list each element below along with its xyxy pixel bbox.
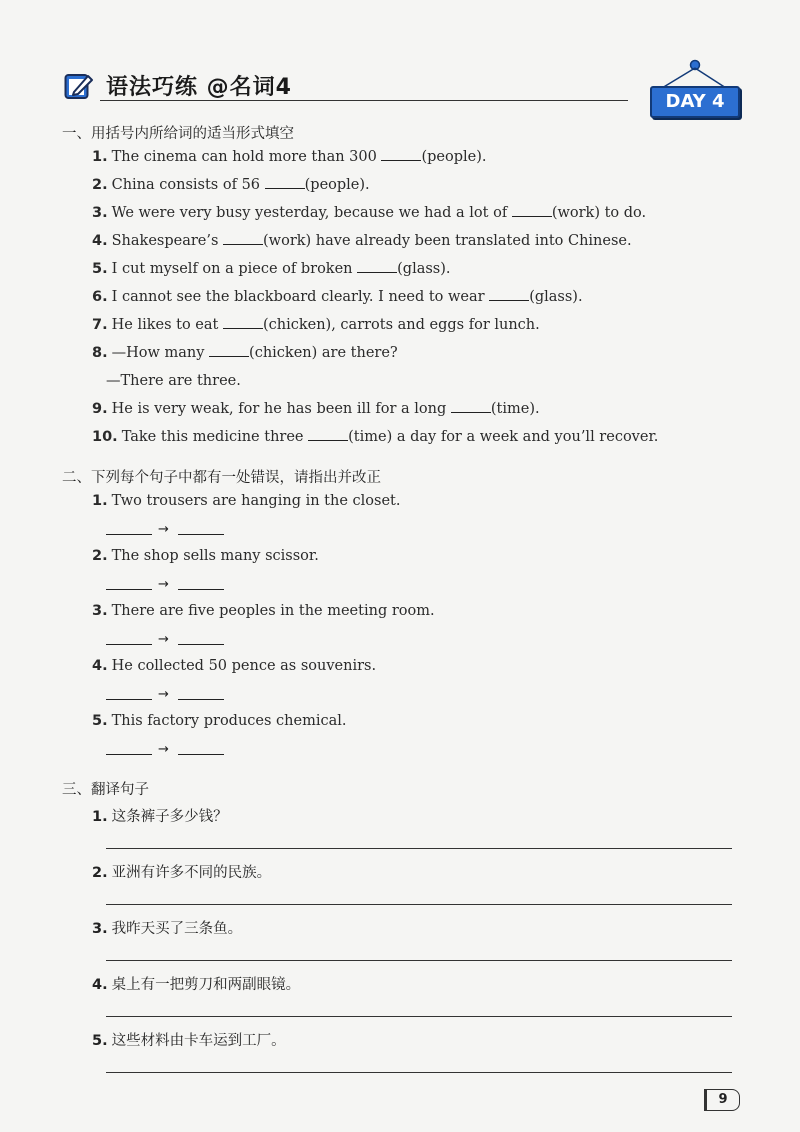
answer-blank[interactable] <box>209 346 249 357</box>
item-number: 8. <box>92 345 108 361</box>
item-text-after: (work) have already been translated into Chinese. <box>263 233 632 249</box>
item-number: 10. <box>92 429 118 445</box>
item-text: The shop sells many scissor. <box>111 548 319 564</box>
section3-title: 三、翻译句子 <box>62 782 149 798</box>
correct-word-blank[interactable] <box>178 644 224 645</box>
section2-title: 二、下列每个句子中都有一处错误，请指出并改正 <box>62 470 381 486</box>
item-text: 我昨天买了三条鱼。 <box>111 921 243 937</box>
arrow-icon: → <box>158 522 169 537</box>
answer-blank[interactable] <box>357 262 397 273</box>
translation-answer-line[interactable] <box>106 848 732 849</box>
item-text-before: —How many <box>111 345 210 361</box>
correction-item <box>92 548 319 564</box>
item-text-before: We were very busy yesterday, because we had a lot of <box>111 205 512 221</box>
fill-item <box>92 401 540 417</box>
item-text-after: (glass). <box>397 261 451 277</box>
translation-answer-line[interactable] <box>106 1072 732 1073</box>
correct-word-blank[interactable] <box>178 534 224 535</box>
item-text-after: (work) to do. <box>551 205 647 221</box>
item-number: 9. <box>92 401 108 417</box>
arrow-icon: → <box>158 577 169 592</box>
correction-item <box>92 493 400 509</box>
arrow-icon: → <box>158 687 169 702</box>
item-number: 3. <box>92 205 108 221</box>
translation-answer-line[interactable] <box>106 904 732 905</box>
arrow-icon: → <box>158 742 169 757</box>
item-text-after: (chicken), carrots and eggs for lunch. <box>262 317 540 333</box>
fill-item <box>92 317 540 333</box>
item-number: 2. <box>92 865 108 881</box>
item-text-after: (people). <box>304 177 370 193</box>
correction-item <box>92 658 376 674</box>
section1-title: 一、用括号内所给词的适当形式填空 <box>62 126 294 142</box>
item-text: 桌上有一把剪刀和两副眼镜。 <box>111 977 301 993</box>
answer-blank[interactable] <box>223 234 263 245</box>
item-text: He collected 50 pence as souvenirs. <box>111 658 377 674</box>
correction-item <box>92 713 346 729</box>
item-text-before: He is very weak, for he has been ill for a long <box>111 401 451 417</box>
item-number: 3. <box>92 603 108 619</box>
item-number: 1. <box>92 149 108 165</box>
item-number: 5. <box>92 1033 108 1049</box>
edit-note-icon <box>64 72 94 100</box>
correction-answer-row <box>106 522 236 538</box>
item-number: 3. <box>92 921 108 937</box>
item-number: 2. <box>92 548 108 564</box>
fill-item <box>92 289 583 305</box>
answer-blank[interactable] <box>451 402 491 413</box>
item-text: 这条裤子多少钱？ <box>111 809 228 825</box>
item-text: This factory produces chemical. <box>111 713 347 729</box>
item-text: 这些材料由卡车运到工厂。 <box>111 1033 286 1049</box>
item-text-before: I cannot see the blackboard clearly. I need to wear <box>111 289 490 305</box>
page-number: 9 <box>704 1089 740 1111</box>
translation-item <box>92 973 300 994</box>
item-text: Two trousers are hanging in the closet. <box>111 493 401 509</box>
item-text-after: (time) a day for a week and you’ll recover. <box>348 429 659 445</box>
title-underline <box>100 100 628 101</box>
wrong-word-blank[interactable] <box>106 589 152 590</box>
item-text-before: Shakespeare’s <box>111 233 224 249</box>
answer-blank[interactable] <box>265 178 305 189</box>
answer-blank[interactable] <box>308 430 348 441</box>
correct-word-blank[interactable] <box>178 589 224 590</box>
fill-item <box>92 233 632 249</box>
translation-item <box>92 1029 286 1050</box>
item-text: 亚洲有许多不同的民族。 <box>111 865 272 881</box>
answer-blank[interactable] <box>223 318 263 329</box>
translation-answer-line[interactable] <box>106 960 732 961</box>
item-number: 4. <box>92 658 108 674</box>
fill-item <box>92 429 658 445</box>
day-badge <box>650 58 742 116</box>
fill-item <box>92 149 486 165</box>
translation-item <box>92 861 271 882</box>
correct-word-blank[interactable] <box>178 699 224 700</box>
answer-blank[interactable] <box>381 150 421 161</box>
correction-answer-row <box>106 742 236 758</box>
wrong-word-blank[interactable] <box>106 754 152 755</box>
item-number: 2. <box>92 177 108 193</box>
item-text-after: (time). <box>490 401 540 417</box>
correct-word-blank[interactable] <box>178 754 224 755</box>
answer-blank[interactable] <box>489 290 529 301</box>
item-text-before: He likes to eat <box>111 317 223 333</box>
translation-item <box>92 805 228 826</box>
arrow-icon: → <box>158 632 169 647</box>
wrong-word-blank[interactable] <box>106 699 152 700</box>
item-number: 1. <box>92 493 108 509</box>
translation-item <box>92 917 242 938</box>
item-number: 5. <box>92 713 108 729</box>
item-text-before: China consists of 56 <box>111 177 265 193</box>
item-number: 1. <box>92 809 108 825</box>
fill-item <box>92 345 398 361</box>
correction-answer-row <box>106 577 236 593</box>
item-text-before: I cut myself on a piece of broken <box>111 261 358 277</box>
fill-item <box>92 205 646 221</box>
correction-answer-row <box>106 632 236 648</box>
item-text-before: Take this medicine three <box>121 429 309 445</box>
dialogue-reply: —There are three. <box>106 373 241 389</box>
item-text-before: The cinema can hold more than 300 <box>111 149 382 165</box>
item-number: 4. <box>92 233 108 249</box>
correction-answer-row <box>106 687 236 703</box>
item-text-after: (people). <box>421 149 487 165</box>
translation-answer-line[interactable] <box>106 1016 732 1017</box>
item-text: There are five peoples in the meeting room. <box>111 603 435 619</box>
wrong-word-blank[interactable] <box>106 644 152 645</box>
fill-item <box>92 261 451 277</box>
day-badge-label: DAY 4 <box>650 86 740 118</box>
wrong-word-blank[interactable] <box>106 534 152 535</box>
item-number: 6. <box>92 289 108 305</box>
page-title: 语法巧练 @名词4 <box>106 75 292 100</box>
item-text-after: (chicken) are there? <box>249 345 398 361</box>
item-number: 7. <box>92 317 108 333</box>
item-number: 5. <box>92 261 108 277</box>
answer-blank[interactable] <box>512 206 552 217</box>
item-text-after: (glass). <box>529 289 583 305</box>
fill-item <box>92 177 370 193</box>
correction-item <box>92 603 435 619</box>
item-number: 4. <box>92 977 108 993</box>
